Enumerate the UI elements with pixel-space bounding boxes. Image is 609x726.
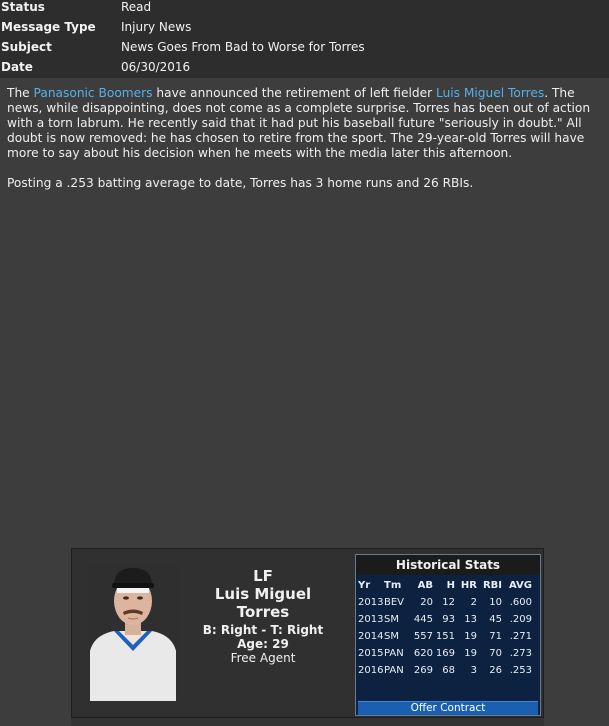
table-row bbox=[356, 628, 532, 645]
player-info bbox=[198, 567, 328, 665]
col-header: HR bbox=[460, 579, 477, 591]
table-cell: PAN bbox=[384, 665, 404, 676]
table-row bbox=[356, 645, 532, 662]
subject-label: Subject bbox=[1, 40, 52, 54]
col-header: AB bbox=[417, 579, 433, 591]
table-cell: 93 bbox=[442, 614, 455, 625]
table-cell: 2014 bbox=[358, 631, 384, 642]
subject-row bbox=[0, 37, 609, 57]
stats-title: Historical Stats bbox=[356, 555, 540, 575]
col-header: Tm bbox=[384, 579, 402, 591]
table-cell: .253 bbox=[509, 665, 532, 676]
table-cell: 2016 bbox=[358, 665, 384, 676]
table-cell: 151 bbox=[435, 631, 455, 642]
table-cell: 26 bbox=[489, 665, 502, 676]
subject-value: News Goes From Bad to Worse for Torres bbox=[121, 40, 365, 54]
player-status: Free Agent bbox=[230, 651, 296, 665]
message-type-row bbox=[0, 17, 609, 37]
player-link[interactable]: Luis Miguel Torres bbox=[435, 86, 545, 100]
table-cell: 13 bbox=[464, 614, 477, 625]
table-cell: 68 bbox=[442, 665, 455, 676]
table-cell: .273 bbox=[509, 648, 532, 659]
table-row bbox=[356, 594, 532, 611]
table-cell: 71 bbox=[489, 631, 502, 642]
table-cell: 10 bbox=[489, 597, 502, 608]
table-cell: 12 bbox=[442, 597, 455, 608]
message-type-label: Message Type bbox=[1, 20, 96, 34]
text-segment: . The news, while disappointing, does not come as a complete surprise. Torres has been out of action with a torn labrum. He recently said that it had put his baseball future "seriously in doubt." All doubt is now removed: he has chosen to retire from the sport. The 29-year-old Torres will have more to say about his decision when he meets with the media later this afternoon. bbox=[7, 86, 591, 160]
table-cell: 169 bbox=[435, 648, 455, 659]
table-cell: .600 bbox=[509, 597, 532, 608]
date-row bbox=[0, 57, 609, 77]
bats-throws: B: Right - T: Right bbox=[202, 623, 324, 637]
table-cell: 20 bbox=[420, 597, 433, 608]
table-row bbox=[356, 662, 532, 679]
message-header bbox=[0, 0, 609, 78]
player-age: Age: 29 bbox=[237, 637, 289, 651]
player-name-last[interactable]: Torres bbox=[236, 603, 290, 621]
table-cell: BEV bbox=[384, 597, 405, 608]
offer-contract-button[interactable]: Offer Contract bbox=[358, 701, 538, 715]
table-cell: .209 bbox=[509, 614, 532, 625]
table-cell: 3 bbox=[470, 665, 477, 676]
table-row bbox=[356, 611, 532, 628]
card-footer-shadow bbox=[71, 718, 544, 726]
stats-header-row bbox=[356, 576, 532, 594]
stats-table bbox=[356, 576, 532, 679]
player-name-first[interactable]: Luis Miguel bbox=[214, 585, 312, 603]
player-position: LF bbox=[253, 567, 273, 585]
table-cell: 2 bbox=[470, 597, 477, 608]
status-row bbox=[0, 0, 609, 17]
table-cell: 45 bbox=[489, 614, 502, 625]
table-cell: 620 bbox=[413, 648, 433, 659]
text-segment: The bbox=[7, 86, 34, 100]
text-segment: have announced the retirement of left fielder bbox=[152, 86, 436, 100]
date-label: Date bbox=[1, 60, 33, 74]
col-header: H bbox=[446, 579, 455, 591]
table-cell: .271 bbox=[509, 631, 532, 642]
table-cell: 269 bbox=[413, 665, 433, 676]
message-body bbox=[7, 86, 605, 191]
col-header: RBI bbox=[482, 579, 502, 591]
table-cell: SM bbox=[384, 631, 399, 642]
historical-stats-panel bbox=[355, 554, 541, 716]
table-cell: SM bbox=[384, 614, 399, 625]
table-cell: 19 bbox=[464, 648, 477, 659]
table-cell: 557 bbox=[413, 631, 433, 642]
table-cell: 70 bbox=[489, 648, 502, 659]
table-cell: 2015 bbox=[358, 648, 384, 659]
date-value: 06/30/2016 bbox=[121, 60, 191, 74]
message-paragraph: Posting a .253 batting average to date, Torres has 3 home runs and 26 RBIs. bbox=[7, 176, 474, 190]
message-type-value: Injury News bbox=[121, 20, 192, 34]
player-portrait-icon bbox=[88, 565, 178, 701]
status-label: Status bbox=[1, 0, 45, 14]
table-cell: 2013 bbox=[358, 597, 384, 608]
table-cell: PAN bbox=[384, 648, 404, 659]
table-cell: 2013 bbox=[358, 614, 384, 625]
team-link[interactable]: Panasonic Boomers bbox=[33, 86, 153, 100]
player-avatar[interactable] bbox=[88, 565, 178, 701]
status-value: Read bbox=[121, 0, 152, 14]
table-cell: 19 bbox=[464, 631, 477, 642]
col-header: AVG bbox=[508, 579, 532, 591]
col-header: Yr bbox=[358, 579, 371, 591]
message-paragraph bbox=[7, 86, 605, 161]
table-cell: 445 bbox=[413, 614, 433, 625]
player-card bbox=[71, 548, 544, 718]
